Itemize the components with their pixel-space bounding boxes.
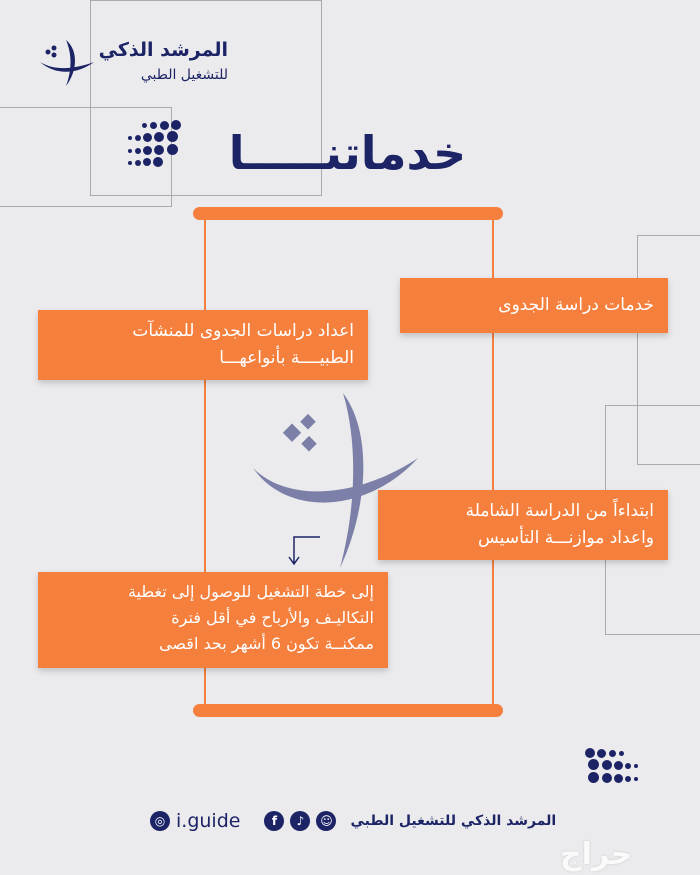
crescent-logo-icon <box>38 38 96 88</box>
service-card-medical-studies <box>38 310 368 380</box>
watermark: حراج <box>560 837 633 872</box>
service-card-feasibility <box>400 278 668 333</box>
instagram-handle[interactable]: i.guide <box>176 810 241 832</box>
tiktok-icon[interactable]: ♪ <box>290 811 310 831</box>
instagram-icon[interactable]: ◎ <box>150 811 170 831</box>
service-card-operation-plan <box>38 572 388 668</box>
brand-tagline: للتشغيل الطبي <box>140 67 228 83</box>
dots-pattern-icon <box>585 748 641 792</box>
service-line: اعداد دراسات الجدوى للمنشآت <box>132 321 354 341</box>
service-line: التكاليـف والأرباح في أقل فترة <box>171 608 374 627</box>
footer-brand-name: المرشد الذكي للتشغيل الطبي <box>350 813 557 829</box>
bottom-bar <box>193 704 503 717</box>
top-bar <box>193 207 503 220</box>
footer <box>150 808 556 834</box>
service-line: إلى خطة التشغيل للوصول إلى تغطية <box>127 582 374 601</box>
page-title: خدماتنـــــا <box>228 126 467 180</box>
service-line: خدمات دراسة الجدوى <box>498 295 654 315</box>
service-line: الطبيــــة بأنواعهـــا <box>219 348 354 368</box>
dots-pattern-icon <box>125 120 181 170</box>
service-line: واعداد موازنـــة التأسيس <box>478 528 654 548</box>
facebook-icon[interactable]: f <box>264 811 284 831</box>
service-line: ابتداءاً من الدراسة الشاملة <box>465 501 654 521</box>
snapchat-icon[interactable]: ☺ <box>316 811 336 831</box>
arrow-down-icon <box>286 535 322 567</box>
service-line: ممكنــة تكون 6 أشهر بحد اقصى <box>159 634 374 653</box>
service-card-comprehensive-study <box>378 490 668 560</box>
brand-logo <box>38 38 228 90</box>
brand-name: المرشد الذكي <box>98 39 228 61</box>
